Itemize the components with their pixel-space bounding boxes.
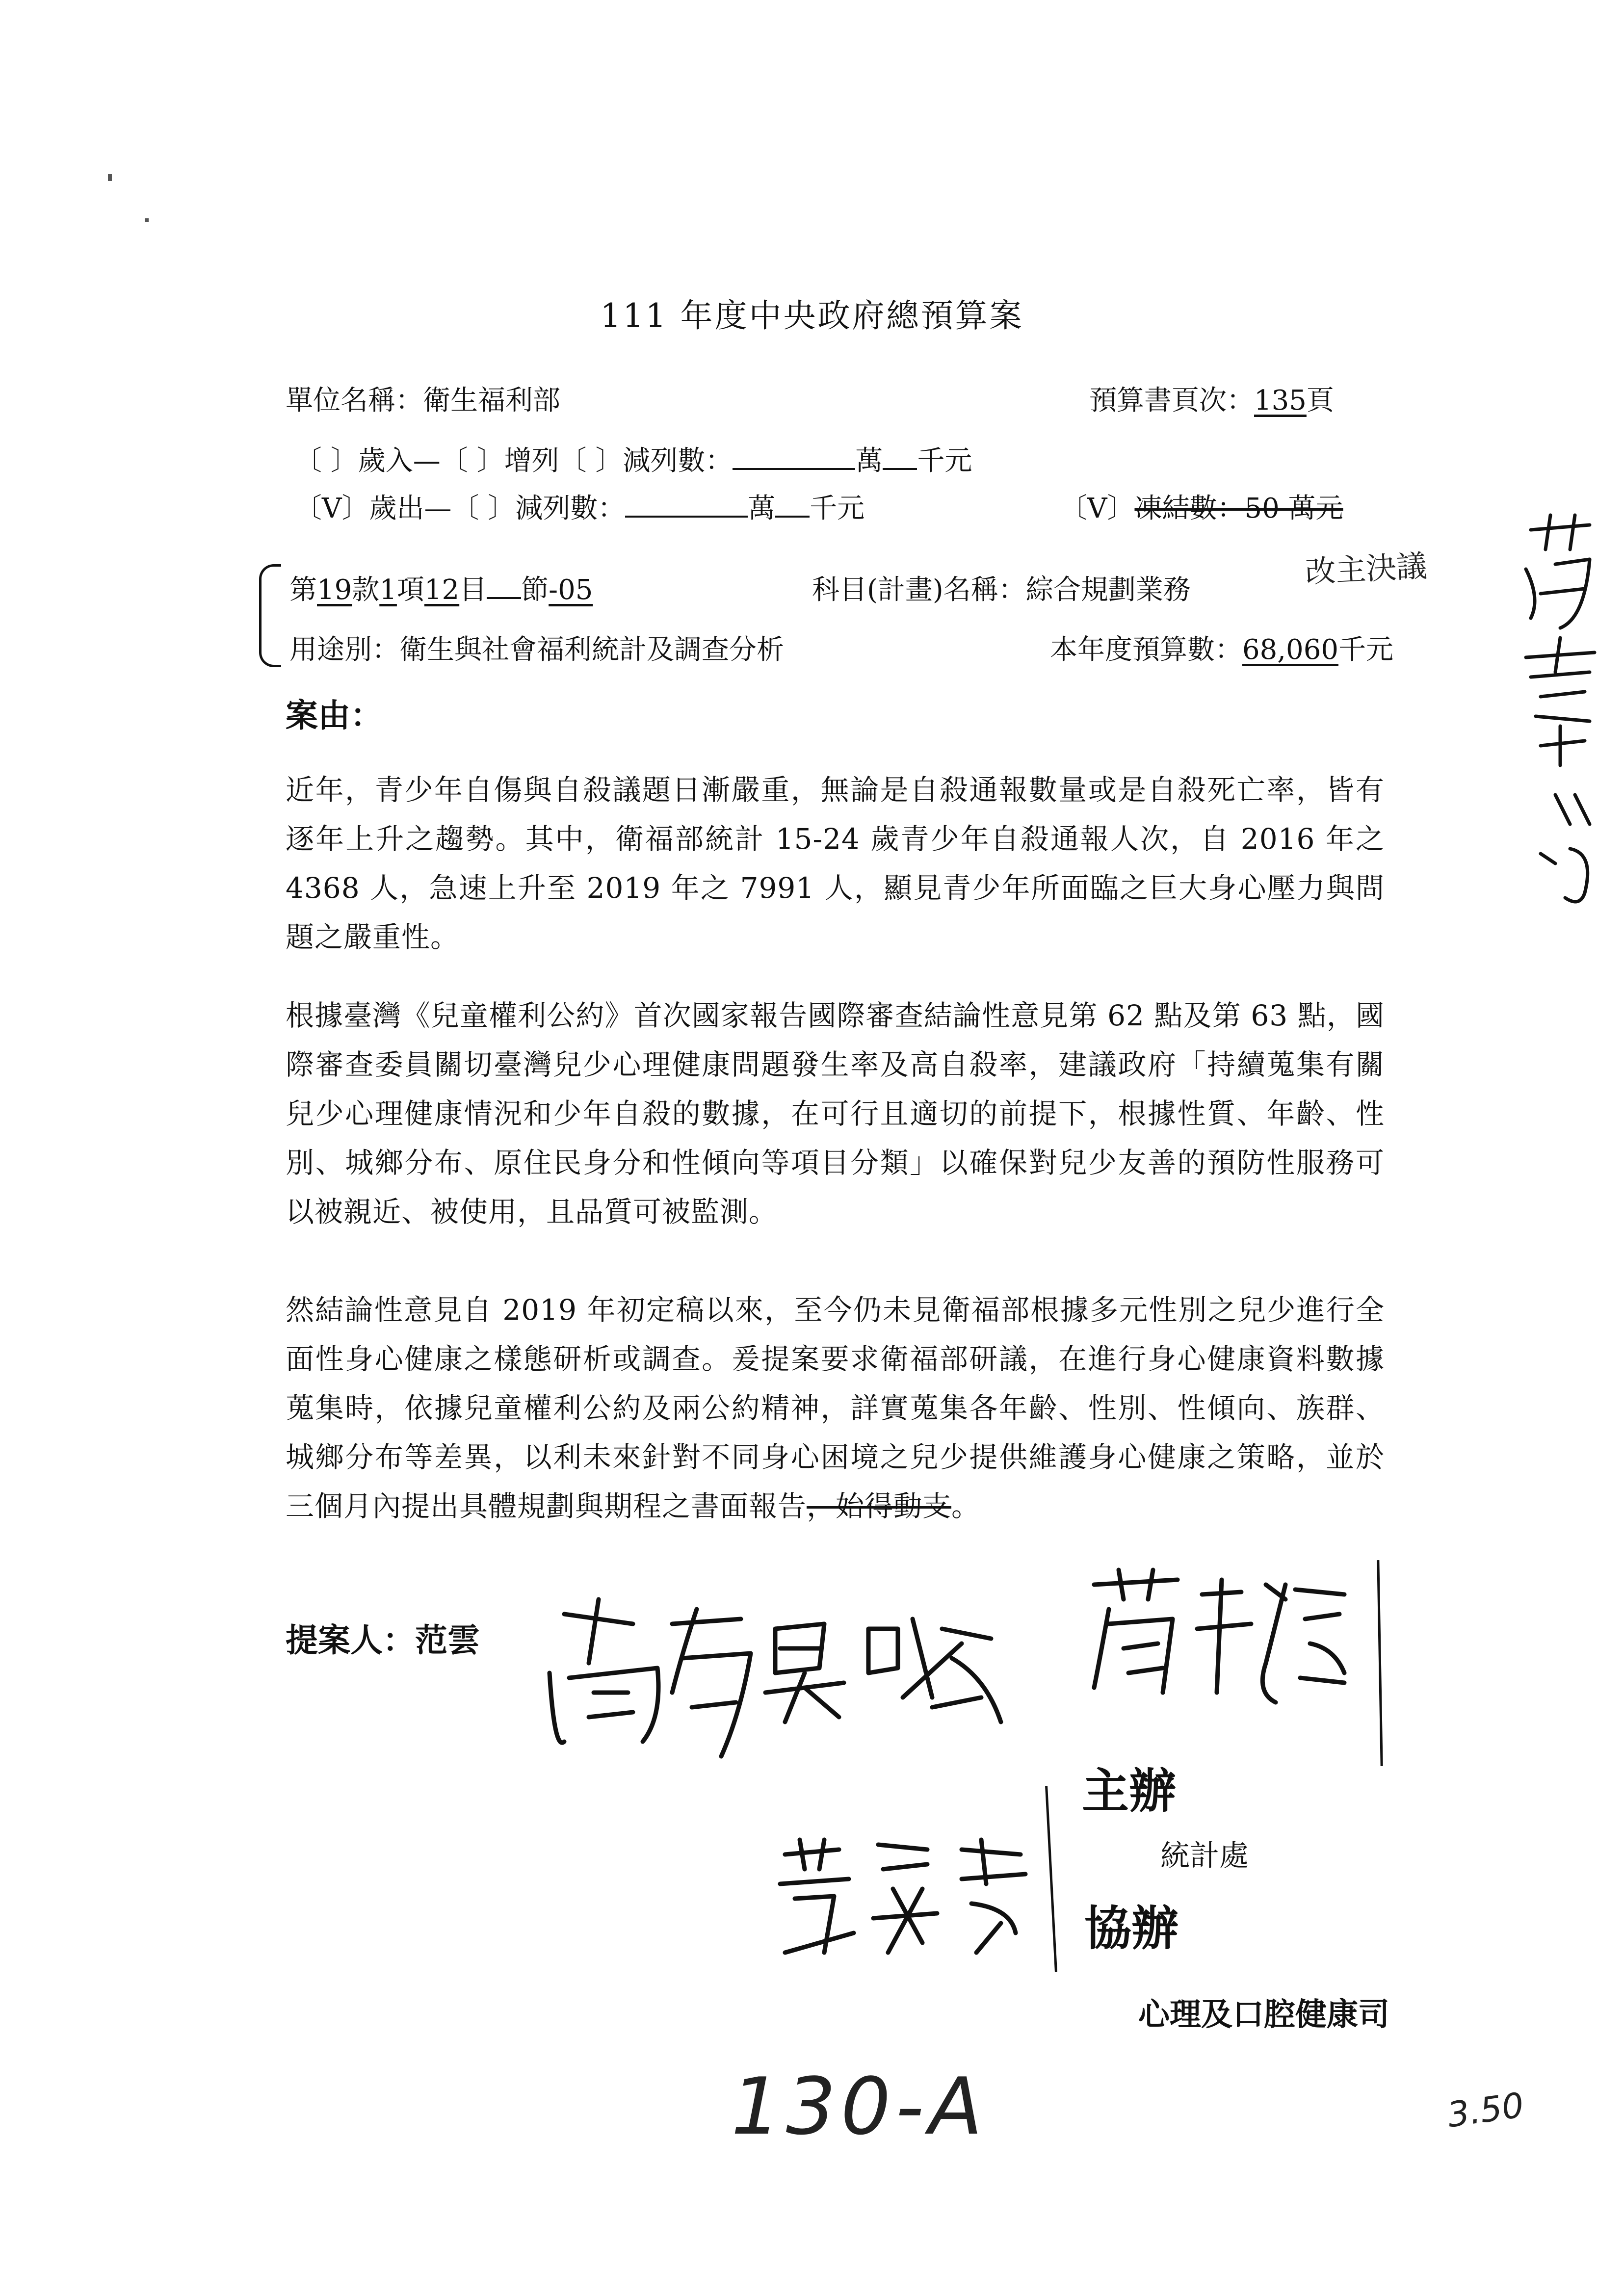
revenue-qian-blank (883, 444, 917, 470)
kuan-label: 款 (352, 574, 380, 606)
xiang-label: 項 (396, 574, 424, 606)
case-paragraph-3 (286, 1285, 1385, 1531)
case-number: 130-A (731, 2061, 988, 2152)
primary-unit: 統計處 (1160, 1839, 1249, 1873)
expense-wan: 萬 (748, 493, 776, 524)
item-di: 第 (289, 574, 317, 606)
mu-number: 12 (424, 574, 460, 606)
signature-1 (535, 1594, 760, 1771)
page-number-row (1089, 379, 1334, 418)
kuan-number: 19 (317, 574, 352, 606)
freeze-box: 〔V〕 (1060, 493, 1135, 524)
budget-value: 68,060 (1242, 634, 1338, 666)
paragraph-3-end: 。 (951, 1489, 981, 1523)
case-paragraph-2: 根據臺灣《兒童權利公約》首次國家報告國際審查結論性意見第 62 點及第 63 點，國際審查委員關切臺灣兒少心理健康問題發生率及高自殺率，建議政府「持續蒐集有關兒少心理健康情況和少年自殺的數據，在可行且適切的前提下，根據性質、年齡、性別、城鄉分布、原住民身分和性傾向等項目分類」以確保對兒少友善的預防性服務可以被親近、被使用，且品質可被監測。 (286, 999, 1385, 1228)
page-note: 3.50 (1445, 2085, 1526, 2136)
freeze-line (1060, 487, 1343, 526)
revenue-wan: 萬 (855, 445, 883, 477)
page-unit: 頁 (1306, 385, 1334, 417)
budget-label: 本年度預算數： (1050, 634, 1242, 666)
signature-3 (1079, 1565, 1354, 1712)
scan-speck (108, 174, 112, 181)
assist-unit: 心理及口腔健康司 (1138, 1996, 1389, 2033)
signature-2 (756, 1599, 1011, 1727)
signature-4 (765, 1825, 1040, 1962)
subject-label: 科目(計畫)名稱： (812, 574, 1026, 606)
margin-handwriting (1511, 510, 1609, 913)
revenue-wan-blank (733, 444, 855, 470)
proposer-row (286, 1614, 480, 1661)
purpose-label: 用途別： (289, 634, 399, 666)
subject-value: 綜合規劃業務 (1025, 574, 1191, 606)
purpose-value: 衛生與社會福利統計及調查分析 (399, 634, 784, 666)
primary-label: 主辦 (1082, 1763, 1176, 1819)
jie-number: -05 (549, 574, 593, 606)
unit-name-row (286, 379, 560, 418)
expense-wan-blank (625, 492, 748, 518)
proposer-label: 提案人： (286, 1621, 415, 1659)
subject-row (812, 568, 1191, 607)
unit-label: 單位名稱： (286, 385, 423, 417)
purpose-row (289, 628, 784, 667)
handwritten-correction: 改主決議 (1304, 548, 1428, 590)
proposer-name: 范雲 (415, 1621, 480, 1659)
revenue-line (294, 439, 972, 478)
revenue-qian: 千元 (917, 445, 972, 477)
expense-line (294, 487, 864, 526)
revenue-prefix: 〔 〕歲入—〔 〕增列〔 〕減列數： (294, 445, 733, 477)
budget-row (1050, 628, 1393, 667)
page-title: 111 年度中央政府總預算案 (600, 297, 1024, 335)
jie-label: 節 (521, 574, 549, 606)
case-paragraph-1: 近年，青少年自傷與自殺議題日漸嚴重，無論是自殺通報數量或是自殺死亡率，皆有逐年上升之趨勢。其中，衛福部統計 15-24 歲青少年自殺通報人次，自 2016 年之 4368 人，急速上升至 2019 年之 7991 人，顯見青少年所面臨之巨大身心壓力與問題之嚴重性。 (286, 773, 1385, 954)
item-line (289, 568, 593, 607)
expense-qian-blank (775, 492, 810, 518)
xiang-number: 1 (379, 574, 397, 606)
page-label: 預算書頁次： (1089, 385, 1254, 417)
page-value: 135 (1254, 385, 1307, 417)
handling-divider (1045, 1786, 1057, 1972)
scan-speck (145, 218, 149, 222)
freeze-text: 凍結數：50 萬元 (1134, 493, 1343, 524)
mu-label: 目 (459, 574, 487, 606)
budget-unit: 千元 (1338, 634, 1393, 666)
expense-prefix: 〔V〕歲出—〔 〕減列數： (294, 493, 626, 524)
assist-label: 協辦 (1084, 1901, 1179, 1956)
unit-value: 衛生福利部 (423, 385, 560, 417)
paragraph-3-main: 然結論性意見自 2019 年初定稿以來，至今仍未見衛福部根據多元性別之兒少進行全面性身心健康之樣態研析或調查。爰提案要求衛福部研議，在進行身心健康資料數據蒐集時，依據兒童權利公約及兩公約精神，詳實蒐集各年齡、性別、性傾向、族群、城鄉分布等差異，以利未來針對不同身心困境之兒少提供維護身心健康之策略，並於三個月內提出具體規劃與期程之書面報告 (286, 1293, 1385, 1523)
paragraph-3-struck: ，始得動支 (807, 1489, 952, 1523)
case-heading: 案由： (286, 696, 383, 734)
jie-blank (487, 574, 521, 599)
signature-divider-right (1377, 1560, 1383, 1766)
item-bracket (259, 564, 281, 667)
expense-qian: 千元 (810, 493, 865, 524)
